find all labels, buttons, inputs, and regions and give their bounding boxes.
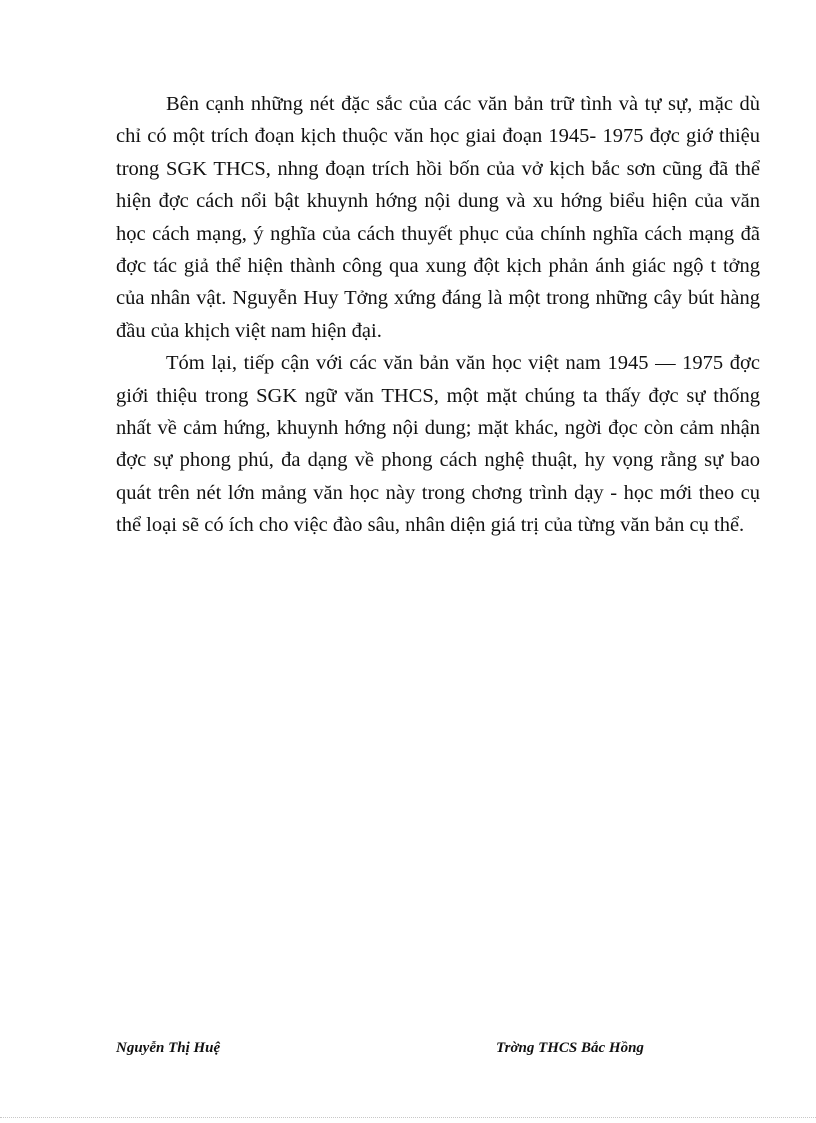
bottom-divider <box>0 1117 816 1118</box>
paragraph-1: Bên cạnh những nét đặc sắc của các văn bản trữ tình và tự sự, mặc dù chỉ có một trích đoạn kịch thuộc văn học giai đoạn 1945- 1975 đợc giớ thiệu trong SGK THCS, nhng đoạn trích hồi bốn của vở kịch bắc sơn cũng đã thể hiện đợc cách nổi bật khuynh hớng nội dung và xu hớng biểu hiện của văn học cách mạng, ý nghĩa của cách thuyết phục của chính nghĩa cách mạng đã đợc tác giả thể hiện thành công qua xung đột kịch phản ánh giác ngộ t tởng của nhân vật. Nguyễn Huy Tởng xứng đáng là một trong những cây bút hàng đầu của khịch việt nam hiện đại. <box>116 93 760 342</box>
paragraph-2: Tóm lại, tiếp cận với các văn bản văn học việt nam 1945 — 1975 đợc giới thiệu trong SGK ngữ văn THCS, một mặt chúng ta thấy đợc sự thống nhất về cảm hứng, khuynh hớng nội dung; mặt khác, ngời đọc còn cảm nhận đợc sự phong phú, đa dạng về phong cách nghệ thuật, hy vọng rằng sự bao quát trên nét lớn mảng văn học này trong chơng trình dạy - học mới theo cụ thể loại sẽ có ích cho việc đào sâu, nhân diện giá trị của từng văn bản cụ thể. <box>116 352 760 537</box>
footer-author: Nguyễn Thị Huệ <box>116 1040 221 1056</box>
page-footer <box>116 1040 686 1064</box>
footer-school: Trờng THCS Bắc Hồng <box>496 1040 644 1056</box>
body-text <box>116 88 760 542</box>
